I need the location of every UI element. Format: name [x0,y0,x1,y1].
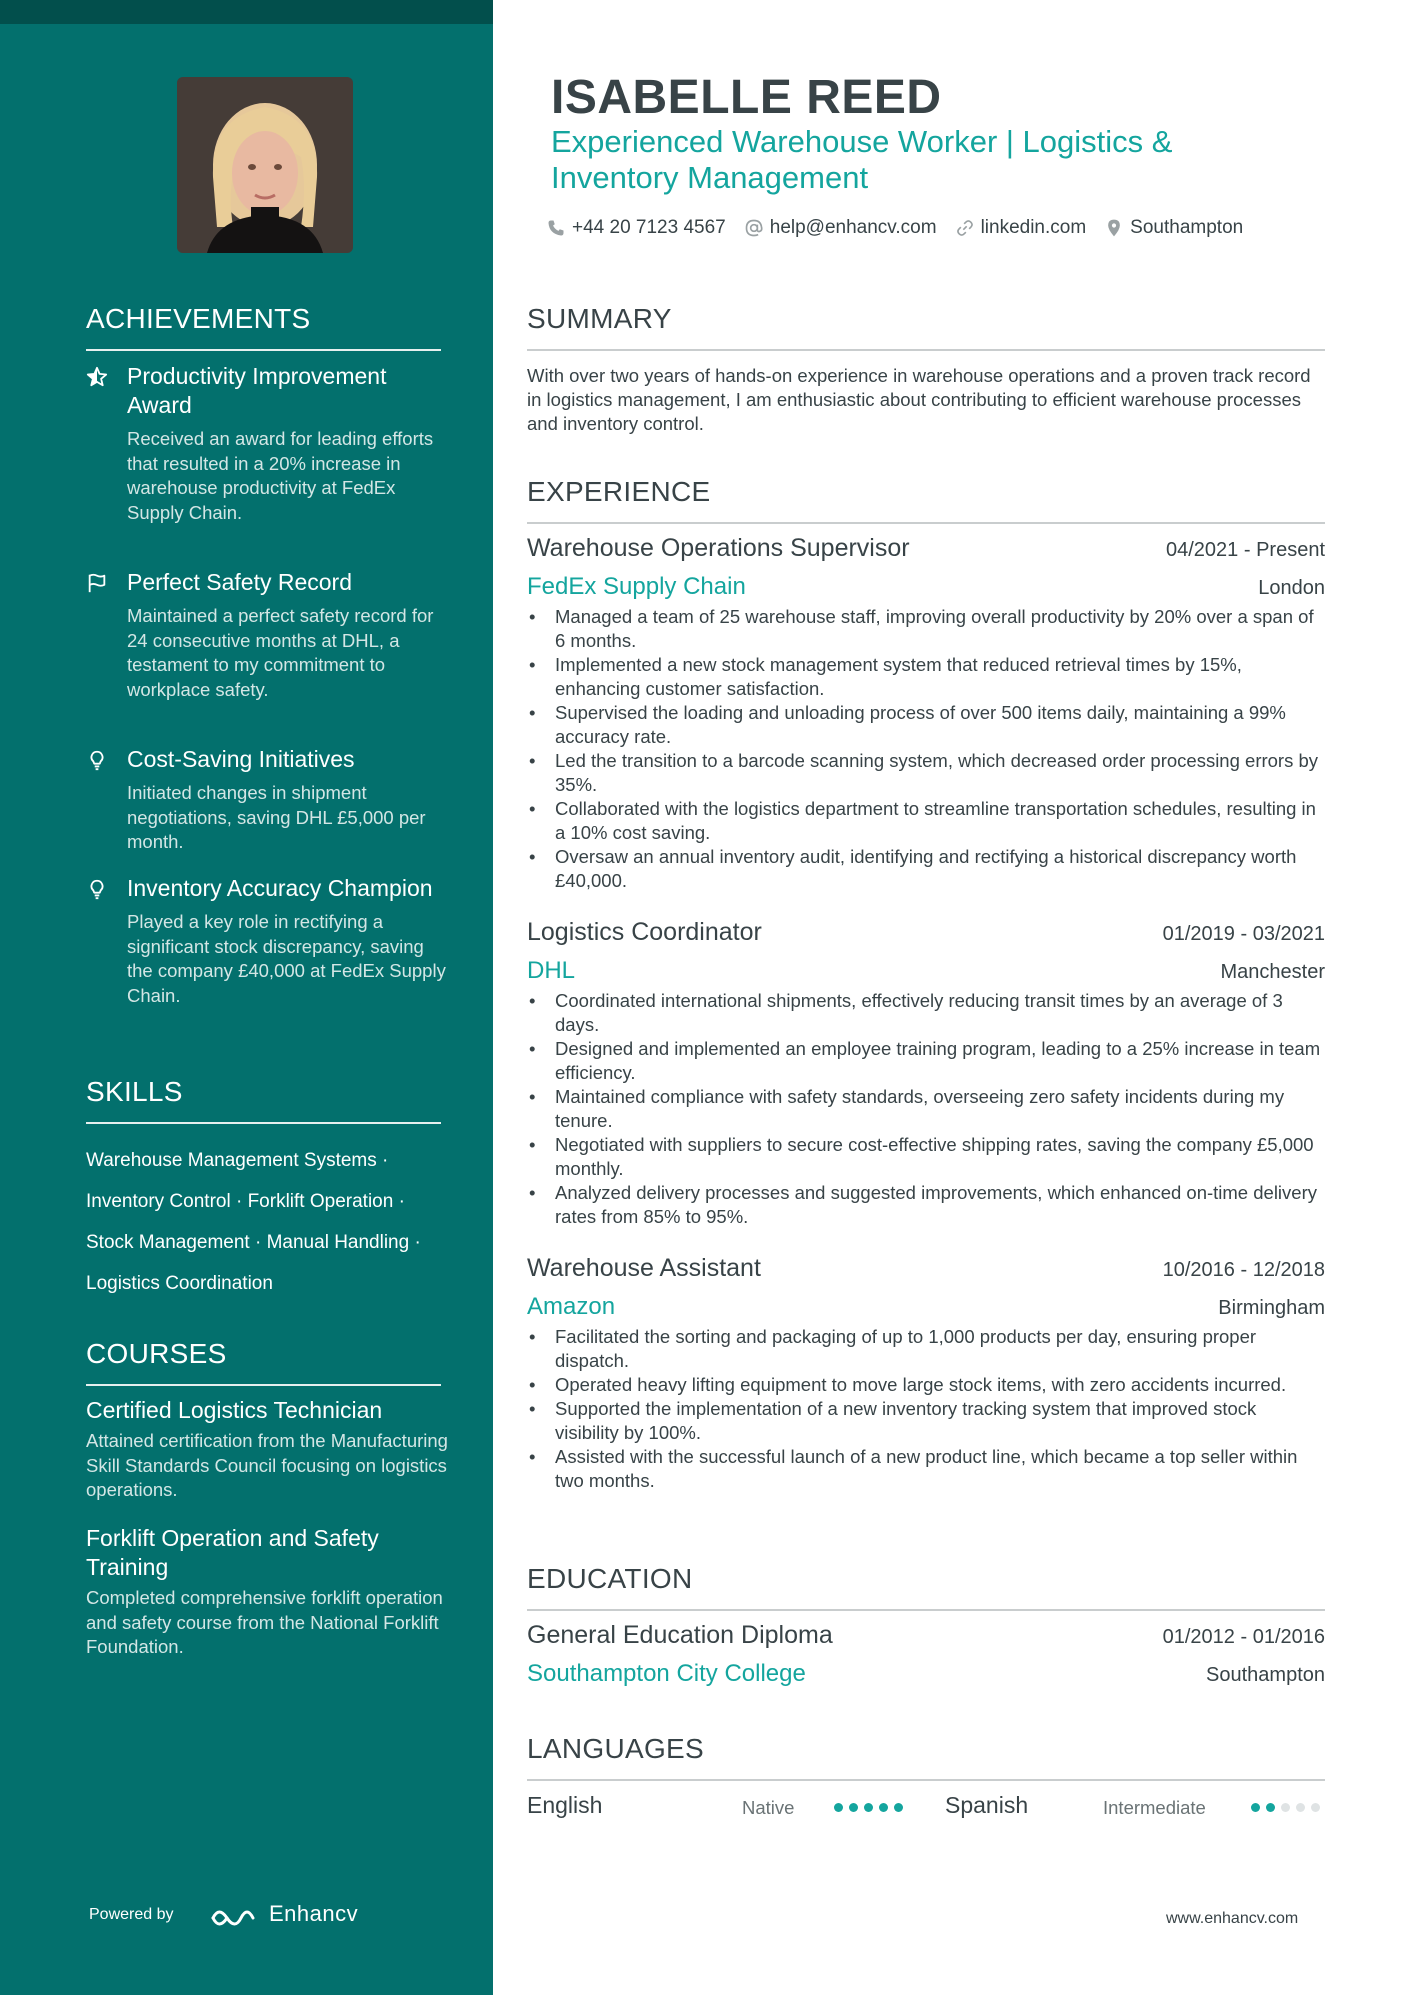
job-bullet: • Analyzed delivery processes and suggested improvements, which enhanced on-time delivery rates from 85% to 95%. [527,1181,1325,1229]
experience-entry [527,1254,1325,1493]
languages-row [527,1792,1325,1822]
course-title: Forklift Operation and Safety Training [86,1525,379,1580]
rating-dot-filled [879,1803,888,1812]
job-title: Warehouse Operations Supervisor [527,534,910,562]
contact-text: help@enhancv.com [769,217,937,238]
job-company: Amazon [527,1293,616,1320]
language-rating [834,1803,909,1812]
skill-separator: · [254,1232,262,1253]
contact-text: linkedin.com [980,217,1087,238]
achievement-description: Initiated changes in shipment negotiations, saving DHL £5,000 per month. [127,782,426,852]
skill-item: Manual Handling [266,1232,410,1253]
rating-dot-filled [1266,1803,1275,1812]
job-bullet: • Collaborated with the logistics department to streamline transportation schedules, resulting in a 10% cost saving. [527,797,1325,845]
job-bullet: • Operated heavy lifting equipment to move large stock items, with zero accidents incurred. [527,1373,1325,1397]
skills-divider [86,1122,441,1124]
rating-dot-filled [1251,1803,1260,1812]
skills-heading: SKILLS [86,1076,183,1107]
job-bullet: • Negotiated with suppliers to secure cost-effective shipping rates, saving the company £5,000 monthly. [527,1133,1325,1181]
language-rating [1251,1803,1326,1812]
summary-text: With over two years of hands-on experience in warehouse operations and a proven track record in logistics management, I am enthusiastic about contributing to efficient warehouse processes and inventory control. [527,365,1311,434]
contact-text: Southampton [1130,217,1244,238]
location-pin-icon [1104,218,1124,238]
website-link[interactable]: www.enhancv.com [1166,1910,1299,1927]
skill-separator: · [414,1232,421,1253]
rating-dot-filled [894,1803,903,1812]
education-degree: General Education Diploma [527,1621,833,1649]
language-name: English [527,1792,603,1818]
rating-dot-empty [1311,1803,1320,1812]
skill-separator: · [398,1191,405,1212]
education-location: Southampton [1206,1664,1325,1686]
sidebar-top-band [0,0,493,24]
job-bullet: • Designed and implemented an employee training program, leading to a 25% increase in team efficiency. [527,1037,1325,1085]
job-company: DHL [527,957,576,984]
experience-divider [527,522,1325,524]
candidate-headline: Experienced Warehouse Worker | Logistics & Inventory Management [551,124,1173,195]
course-item [86,1396,451,1503]
achievement-description: Maintained a perfect safety record for 24 consecutive months at DHL, a testament to my commitment to workplace safety. [127,605,434,700]
education-school: Southampton City College [527,1660,806,1687]
job-bullet: • Implemented a new stock management system that reduced retrieval times by 15%, enhancing customer satisfaction. [527,653,1325,701]
lightbulb-icon [86,878,108,900]
languages-divider [527,1779,1325,1781]
skill-separator: · [235,1191,243,1212]
job-company: FedEx Supply Chain [527,573,746,600]
summary-divider [527,349,1325,351]
star-icon [86,366,108,388]
job-title: Logistics Coordinator [527,918,762,946]
contact-text: +44 20 7123 4567 [572,217,726,238]
contact-location [1104,217,1243,239]
rating-dot-filled [864,1803,873,1812]
rating-dot-filled [849,1803,858,1812]
at-icon [744,218,764,238]
job-bullet: • Facilitated the sorting and packaging of up to 1,000 products per day, ensuring proper dispatch. [527,1325,1325,1373]
job-bullet: • Assisted with the successful launch of a new product line, which became a top seller within two months. [527,1445,1325,1493]
achievement-title: Productivity Improvement Award [127,363,387,418]
courses-divider [86,1384,441,1386]
achievement-title: Inventory Accuracy Champion [127,875,433,901]
job-dates: 01/2019 - 03/2021 [1162,923,1325,945]
job-location: Birmingham [1218,1297,1325,1319]
course-item [86,1524,451,1660]
languages-heading: LANGUAGES [527,1733,704,1764]
achievements-heading: ACHIEVEMENTS [86,303,311,334]
job-bullets [527,1325,1325,1493]
experience-heading: EXPERIENCE [527,476,711,507]
achievement-item [86,874,446,1008]
skill-item: Stock Management [86,1232,250,1253]
achievement-title: Perfect Safety Record [127,569,352,595]
language-name: Spanish [945,1792,1029,1818]
language-level: Intermediate [1103,1797,1206,1818]
job-bullet: • Supervised the loading and unloading process of over 500 items daily, maintaining a 99% accuracy rate. [527,701,1325,749]
lightbulb-icon [86,749,108,771]
experience-entry [527,918,1325,1229]
skill-item: Warehouse Management Systems [86,1150,377,1171]
phone-icon [546,218,566,238]
achievement-item [86,568,446,702]
course-description: Attained certification from the Manufacturing Skill Standards Council focusing on logistics operations. [86,1430,448,1500]
flag-icon [86,572,108,594]
contact-linkedin[interactable] [955,217,1087,239]
candidate-name: ISABELLE REED [551,71,942,124]
job-dates: 04/2021 - Present [1166,539,1325,561]
job-bullet: • Oversaw an annual inventory audit, identifying and rectifying a historical discrepancy worth £40,000. [527,845,1325,893]
skill-item: Forklift Operation [247,1191,394,1212]
education-dates: 01/2012 - 01/2016 [1162,1626,1325,1648]
achievement-title: Cost-Saving Initiatives [127,746,355,772]
job-title: Warehouse Assistant [527,1254,761,1282]
job-location: London [1258,577,1325,599]
achievement-description: Played a key role in rectifying a significant stock discrepancy, saving the company £40,000 at FedEx Supply Chain. [127,911,446,1006]
rating-dot-empty [1296,1803,1305,1812]
education-heading: EDUCATION [527,1563,693,1594]
skills-list [86,1140,451,1304]
job-location: Manchester [1220,961,1325,983]
sidebar [0,0,493,1995]
job-bullet: • Maintained compliance with safety standards, overseeing zero safety incidents during my tenure. [527,1085,1325,1133]
job-bullets [527,989,1325,1229]
achievement-item [86,362,446,525]
job-bullets [527,605,1325,893]
achievement-item [86,745,446,855]
skill-separator: · [382,1150,389,1171]
contact-bar [546,215,1261,241]
achievement-description: Received an award for leading efforts that resulted in a 20% increase in warehouse productivity at FedEx Supply Chain. [127,428,434,523]
language-level: Native [742,1797,795,1818]
job-dates: 10/2016 - 12/2018 [1162,1259,1325,1281]
skill-item: Logistics Coordination [86,1273,273,1294]
skill-item: Inventory Control [86,1191,231,1212]
education-entry [527,1621,1325,1688]
profile-photo [177,77,353,253]
course-description: Completed comprehensive forklift operation and safety course from the National Forklift Foundation. [86,1587,443,1657]
contact-phone[interactable] [546,217,726,239]
contact-email[interactable] [744,217,937,239]
job-bullet: • Managed a team of 25 warehouse staff, improving overall productivity by 20% over a span of 6 months. [527,605,1325,653]
course-title: Certified Logistics Technician [86,1397,383,1423]
rating-dot-empty [1281,1803,1290,1812]
experience-entry [527,534,1325,893]
achievements-divider [86,349,441,351]
enhancv-logo-text[interactable]: Enhancv [269,1901,359,1926]
job-bullet: • Led the transition to a barcode scanning system, which decreased order processing errors by 35%. [527,749,1325,797]
rating-dot-filled [834,1803,843,1812]
link-icon [955,218,975,238]
summary-heading: SUMMARY [527,303,672,334]
education-divider [527,1609,1325,1611]
powered-by-label: Powered by [89,1906,174,1923]
job-bullet: • Coordinated international shipments, effectively reducing transit times by an average of 3 days. [527,989,1325,1037]
courses-heading: COURSES [86,1338,227,1369]
job-bullet: • Supported the implementation of a new inventory tracking system that improved stock visibility by 100%. [527,1397,1325,1445]
